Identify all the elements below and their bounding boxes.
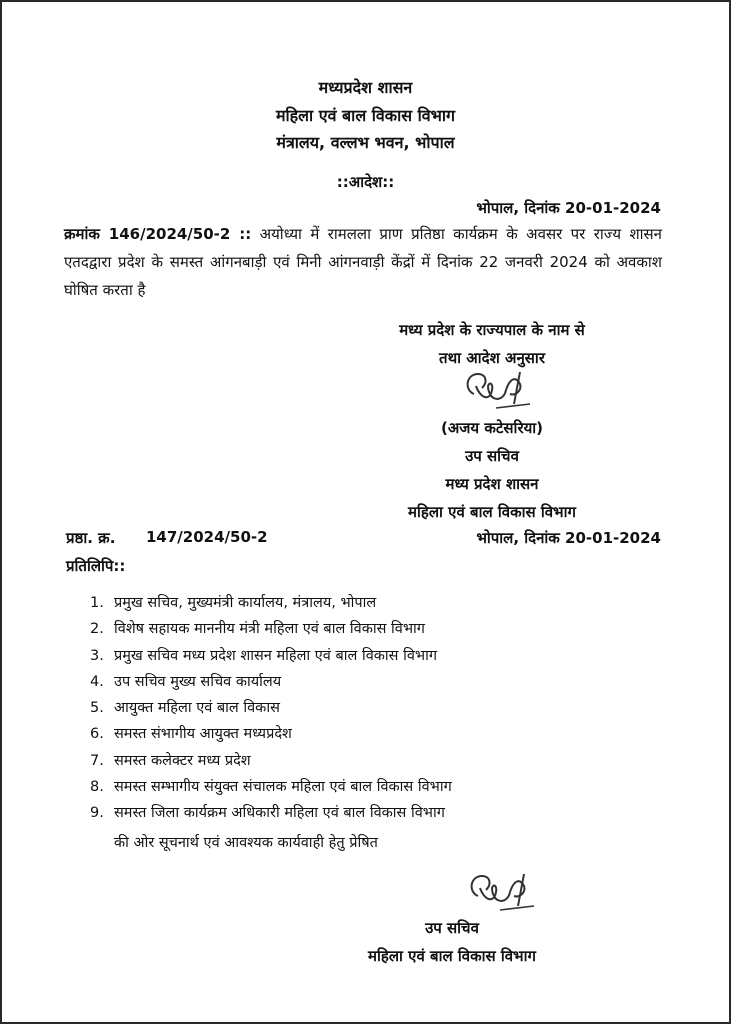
list-item: 9. समस्त जिला कार्यक्रम अधिकारी महिला एवं बाल विकास विभाग: [90, 805, 445, 822]
forwarding-note: की ओर सूचनार्थ एवं आवश्यक कार्यवाही हेतु प्रेषित: [114, 835, 378, 851]
signatory-government: मध्य प्रदेश शासन: [445, 475, 539, 493]
footer-department: महिला एवं बाल विकास विभाग: [368, 947, 536, 965]
signatory-designation: उप सचिव: [465, 447, 519, 465]
endorsement-ref-label: प्रष्ठा. क्र.: [66, 529, 116, 547]
signature-image: [460, 364, 534, 412]
order-body: अयोध्या में रामलला प्राण प्रतिष्ठा कार्यक्रम के अवसर पर राज्य शासन एतदद्वारा प्रदेश के समस्त आंगनबाड़ी एवं मिनी आंगनवाड़ी केंद्रों में दिनांक 22 जनवरी 2024 को अवकाश घोषित करता है: [64, 225, 663, 299]
order-reference: क्रमांक 146/2024/50-2 ::: [64, 225, 252, 243]
order-date: भोपाल, दिनांक 20-01-2024: [476, 199, 661, 217]
list-item: 5. आयुक्त महिला एवं बाल विकास: [90, 700, 280, 717]
copy-label: प्रतिलिपि::: [66, 557, 126, 575]
endorsement-ref-number: 147/2024/50-2: [146, 528, 268, 546]
authority-line-2: तथा आदेश अनुसार: [439, 349, 545, 367]
header-department: महिला एवं बाल विकास विभाग: [275, 106, 456, 125]
recipients-list: [90, 590, 650, 827]
list-item: 4. उप सचिव मुख्य सचिव कार्यालय: [90, 673, 282, 690]
signature-image-footer: [464, 866, 538, 914]
signatory-block: [302, 414, 682, 526]
order-title: ::आदेश::: [336, 173, 395, 191]
document-page: [2, 2, 729, 1022]
authority-line-1: मध्य प्रदेश के राज्यपाल के नाम से: [399, 321, 585, 339]
header-address: मंत्रालय, वल्लभ भवन, भोपाल: [276, 133, 455, 152]
signatory-name: (अजय कटेसरिया): [440, 419, 544, 437]
footer-designation: उप सचिव: [425, 919, 479, 937]
endorsement-date: भोपाल, दिनांक 20-01-2024: [476, 529, 661, 547]
footer-signatory-block: [302, 914, 602, 970]
list-item: 6. समस्त संभागीय आयुक्त मध्यप्रदेश: [90, 726, 292, 743]
signatory-department: महिला एवं बाल विकास विभाग: [408, 503, 576, 521]
list-item: 1. प्रमुख सचिव, मुख्यमंत्री कार्यालय, मंत्रालय, भोपाल: [90, 595, 377, 611]
list-item: 3. प्रमुख सचिव मध्य प्रदेश शासन महिला एवं बाल विकास विभाग: [90, 647, 437, 664]
list-item: 8. समस्त सम्भागीय संयुक्त संचालक महिला एवं बाल विकास विभाग: [90, 779, 452, 796]
list-item: 2. विशेष सहायक माननीय मंत्री महिला एवं बाल विकास विभाग: [90, 621, 425, 638]
order-paragraph: [64, 220, 662, 304]
list-item: 7. समस्त कलेक्टर मध्य प्रदेश: [90, 752, 251, 769]
header-government: मध्यप्रदेश शासन: [318, 78, 413, 97]
